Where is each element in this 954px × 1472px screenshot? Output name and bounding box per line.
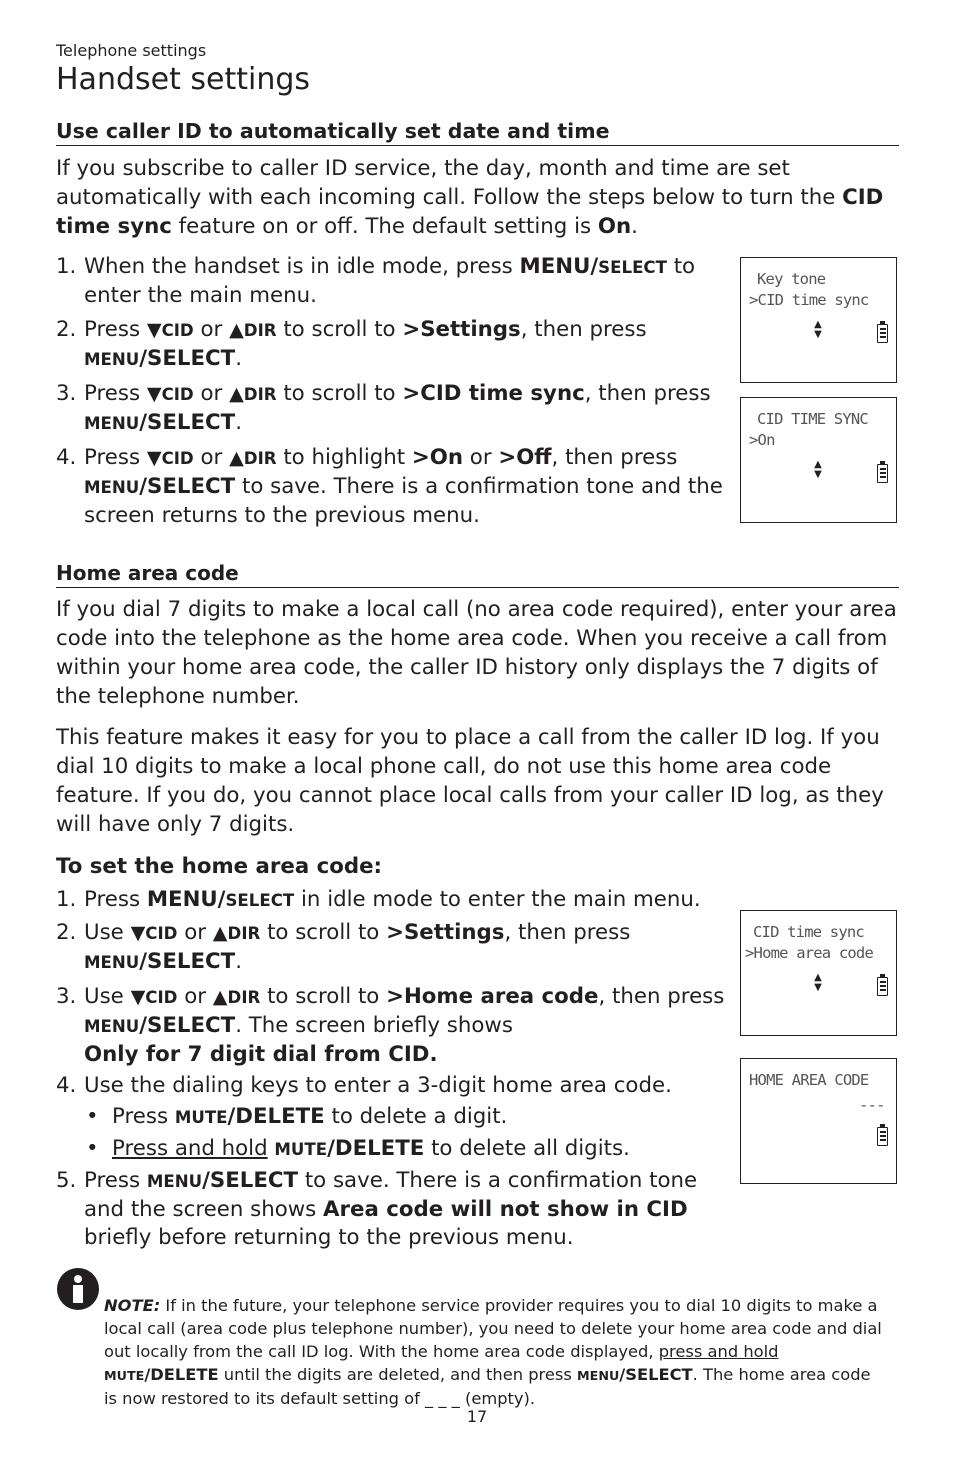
area-step-5: 5. Press MENU/SELECT to save. There is a confirmation tone and the screen shows Area code will not show in CID briefly before returning to the previous menu.	[56, 1168, 698, 1250]
battery-icon	[877, 1127, 888, 1146]
info-icon	[57, 1268, 99, 1310]
handset-screen-cid-time-sync	[740, 397, 897, 523]
scroll-arrows-icon: ▲ ▼	[814, 459, 822, 480]
handset-screen-key-tone	[740, 257, 897, 383]
handset-screen-home-area-menu	[740, 910, 897, 1036]
battery-icon	[877, 977, 888, 996]
cid-step-1: 1. When the handset is in idle mode, press MENU/SELECT to enter the main menu.	[56, 254, 696, 308]
lcd-line-1: Key tone	[757, 270, 826, 288]
area-subhead: To set the home area code:	[56, 854, 383, 879]
section-label: Telephone settings	[56, 41, 207, 60]
lcd-line-2: ---	[859, 1096, 885, 1114]
area-para-2: This feature makes it easy for you to place a call from the caller ID log. If you dial 10 digits to make a local phone call, do not use this home area code feature. If you do, you cannot place local calls from your caller ID log, as they will have only 7 digits.	[56, 725, 884, 837]
cid-steps	[56, 253, 734, 536]
area-step-3: 3. Use ▼CID or ▲DIR to scroll to >Home area code, then press MENU/SELECT. The screen briefly shows Only for 7 digit dial from CID.	[56, 984, 725, 1067]
battery-icon	[877, 464, 888, 483]
lcd-line-1: HOME AREA CODE	[749, 1071, 869, 1089]
battery-icon	[877, 324, 888, 343]
lcd-line-2: >Home area code	[745, 944, 873, 962]
area-para-1: If you dial 7 digits to make a local call (no area code required), enter your area code into the telephone as the home area code. When you receive a call from within your home area code, the caller ID history only displays the 7 digits of the telephone number.	[56, 597, 897, 709]
area-heading: Home area code	[56, 561, 899, 588]
area-steps	[56, 886, 734, 1258]
cid-step-2: 2. Press ▼CID or ▲DIR to scroll to >Settings, then press MENU/SELECT.	[56, 317, 647, 371]
lcd-line-2: >CID time sync	[749, 291, 869, 309]
lcd-line-1: CID time sync	[753, 923, 864, 941]
area-step-4: 4. Use the dialing keys to enter a 3-digit home area code. • Press MUTE/DELETE to delete a digit. • Press and hold MUTE/DELETE to delete all digits.	[56, 1072, 734, 1164]
cid-heading: Use caller ID to automatically set date and time	[56, 119, 899, 146]
area-step-2: 2. Use ▼CID or ▲DIR to scroll to >Settings, then press MENU/SELECT.	[56, 920, 631, 974]
cid-intro: If you subscribe to caller ID service, the day, month and time are set automatically with each incoming call. Follow the steps below to turn the CID time sync feature on or off. The default setting is On.	[56, 156, 884, 239]
cid-step-4: 4. Press ▼CID or ▲DIR to highlight >On or >Off, then press MENU/SELECT to save. There is a confirmation tone and the screen returns to the previous menu.	[56, 445, 723, 528]
cid-step-3: 3. Press ▼CID or ▲DIR to scroll to >CID time sync, then press MENU/SELECT.	[56, 381, 711, 435]
scroll-arrows-icon: ▲ ▼	[814, 972, 822, 993]
scroll-arrows-icon: ▲ ▼	[814, 319, 822, 340]
bullet-delete-all: • Press and hold MUTE/DELETE to delete all digits.	[84, 1135, 734, 1164]
handset-screen-home-area-code	[740, 1058, 897, 1184]
note-text: NOTE: If in the future, your telephone service provider requires you to dial 10 digits to make a local call (area code plus telephone number), you need to delete your home area code and dial out locally from the call ID log. With the home area code displayed, press and hold MUTE/DELETE until the digits are deleted, and then press MENU/SELECT. The home area code is now restored to its default setting of _ _ _ (empty).	[104, 1296, 882, 1408]
bullet-delete-digit: • Press MUTE/DELETE to delete a digit.	[84, 1103, 734, 1132]
lcd-line-2: >On	[749, 431, 775, 449]
page-title: Handset settings	[56, 62, 311, 97]
page-number: 17	[466, 1407, 488, 1426]
lcd-line-1: CID TIME SYNC	[757, 410, 868, 428]
area-step-1: 1. Press MENU/SELECT in idle mode to enter the main menu.	[56, 887, 701, 912]
